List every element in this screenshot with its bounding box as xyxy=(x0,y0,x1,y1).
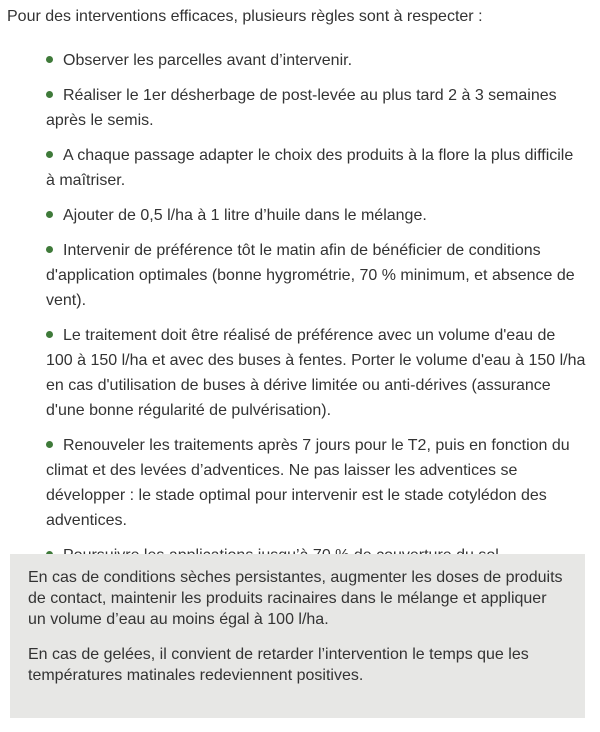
rule-text: Intervenir de préférence tôt le matin afin de bénéficier de conditions d'application optimales (bonne hygrométrie, 70 % minimum, et absence de vent). xyxy=(46,242,575,309)
list-item xyxy=(46,238,586,313)
list-item xyxy=(46,48,586,73)
list-item xyxy=(46,143,586,193)
rule-text: Ajouter de 0,5 l/ha à 1 litre d’huile dans le mélange. xyxy=(63,207,427,224)
list-item xyxy=(46,203,586,228)
list-item xyxy=(46,433,586,533)
rule-text: Renouveler les traitements après 7 jours pour le T2, puis en fonction du climat et des levées d’adventices. Ne pas laisser les adventices se développer : le stade optimal pour intervenir est le stade cotylédon des adventices. xyxy=(46,437,570,529)
intro-text: Pour des interventions efficaces, plusieurs règles sont à respecter : xyxy=(7,8,483,25)
rule-text: Observer les parcelles avant d’intervenir. xyxy=(63,52,353,69)
bullet-icon xyxy=(46,211,53,218)
bullet-icon xyxy=(46,331,53,338)
list-item xyxy=(46,323,586,423)
bullet-icon xyxy=(46,56,53,63)
rule-text: Le traitement doit être réalisé de préférence avec un volume d'eau de 100 à 150 l/ha et avec des buses à fentes. Porter le volume d'eau à 150 l/ha en cas d'utilisation de buses à dérive limitée ou anti-dérives (assurance d'une bonne régularité de pulvérisation). xyxy=(46,327,586,419)
list-item xyxy=(46,83,586,133)
note-paragraph-frost: En cas de gelées, il convient de retarder l’intervention le temps que les températures matinales redeviennent positives. xyxy=(28,646,529,684)
note-box xyxy=(10,554,585,718)
rules-list xyxy=(46,48,586,578)
rule-text: Réaliser le 1er désherbage de post-levée au plus tard 2 à 3 semaines après le semis. xyxy=(46,87,557,129)
bullet-icon xyxy=(46,91,53,98)
bullet-icon xyxy=(46,151,53,158)
bullet-icon xyxy=(46,246,53,253)
bullet-icon xyxy=(46,441,53,448)
note-paragraph-dry-conditions: En cas de conditions sèches persistantes, augmenter les doses de produits de contact, maintenir les produits racinaires dans le mélange et appliquer un volume d’eau au moins égal à 100 l/ha. xyxy=(28,569,563,628)
rule-text: A chaque passage adapter le choix des produits à la flore la plus difficile à maîtriser. xyxy=(46,147,574,189)
